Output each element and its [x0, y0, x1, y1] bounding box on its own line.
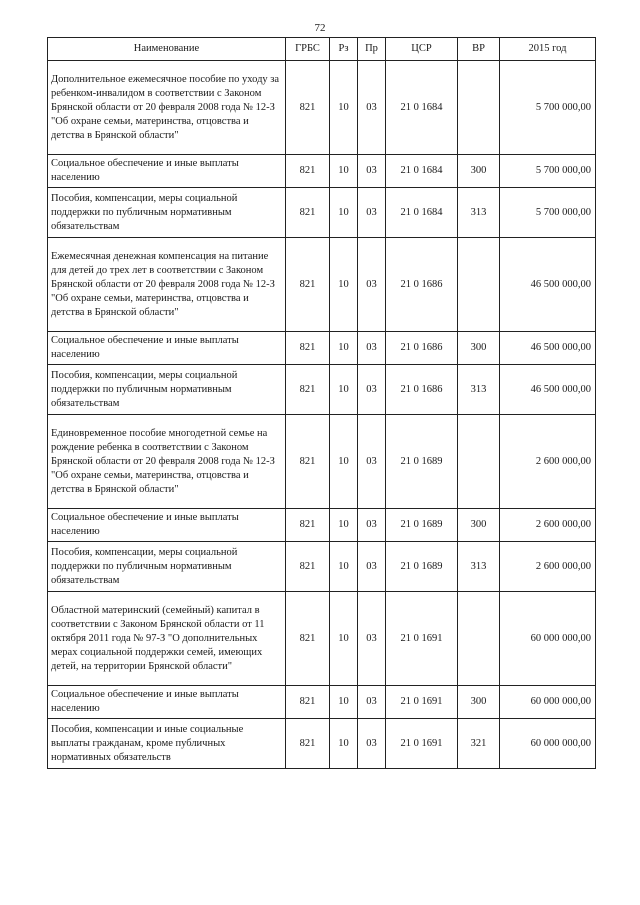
cell-rz: 10: [330, 719, 358, 769]
header-grbs: ГРБС: [286, 38, 330, 61]
cell-grbs: 821: [286, 188, 330, 238]
cell-amount: 5 700 000,00: [500, 155, 596, 188]
cell-grbs: 821: [286, 61, 330, 155]
cell-vr: [458, 592, 500, 686]
cell-amount: 5 700 000,00: [500, 61, 596, 155]
cell-vr: [458, 238, 500, 332]
cell-csr: 21 0 1691: [386, 592, 458, 686]
cell-pr: 03: [358, 238, 386, 332]
cell-pr: 03: [358, 542, 386, 592]
cell-pr: 03: [358, 61, 386, 155]
cell-amount: 5 700 000,00: [500, 188, 596, 238]
cell-amount: 2 600 000,00: [500, 415, 596, 509]
cell-name: Дополнительное ежемесячное пособие по уходу за ребенком-инвалидом в соответствии с Законом Брянской области от 20 февраля 2008 года № 12-З "Об охране семьи, материнства, отцовства и детства в Брянской области": [48, 61, 286, 155]
cell-grbs: 821: [286, 719, 330, 769]
cell-pr: 03: [358, 332, 386, 365]
cell-name: Пособия, компенсации, меры социальной поддержки по публичным нормативным обязательствам: [48, 542, 286, 592]
cell-grbs: 821: [286, 542, 330, 592]
cell-name: Пособия, компенсации, меры социальной поддержки по публичным нормативным обязательствам: [48, 365, 286, 415]
cell-vr: 300: [458, 509, 500, 542]
cell-grbs: 821: [286, 155, 330, 188]
table-row: [48, 542, 596, 592]
cell-vr: 300: [458, 155, 500, 188]
cell-csr: 21 0 1689: [386, 542, 458, 592]
cell-pr: 03: [358, 415, 386, 509]
cell-grbs: 821: [286, 509, 330, 542]
cell-csr: 21 0 1691: [386, 719, 458, 769]
header-rz: Рз: [330, 38, 358, 61]
cell-csr: 21 0 1686: [386, 238, 458, 332]
cell-pr: 03: [358, 365, 386, 415]
cell-name: Областной материнский (семейный) капитал в соответствии с Законом Брянской области от 11 октября 2011 года № 97-З "О дополнительных мерах социальной поддержки семей, имеющих детей, на территории Брянской области": [48, 592, 286, 686]
cell-name: Социальное обеспечение и иные выплаты населению: [48, 509, 286, 542]
cell-pr: 03: [358, 719, 386, 769]
cell-vr: 313: [458, 365, 500, 415]
table-row: [48, 238, 596, 332]
cell-rz: 10: [330, 365, 358, 415]
page-number: 72: [314, 22, 326, 34]
cell-grbs: 821: [286, 686, 330, 719]
budget-table: [47, 37, 596, 769]
cell-vr: 300: [458, 332, 500, 365]
header-year: 2015 год: [500, 38, 596, 61]
cell-rz: 10: [330, 238, 358, 332]
cell-rz: 10: [330, 686, 358, 719]
table-header-row: [48, 38, 596, 61]
cell-grbs: 821: [286, 592, 330, 686]
cell-csr: 21 0 1689: [386, 415, 458, 509]
cell-pr: 03: [358, 155, 386, 188]
cell-pr: 03: [358, 188, 386, 238]
cell-amount: 60 000 000,00: [500, 592, 596, 686]
cell-amount: 46 500 000,00: [500, 365, 596, 415]
cell-vr: [458, 61, 500, 155]
cell-name: Пособия, компенсации и иные социальные выплаты гражданам, кроме публичных нормативных обязательств: [48, 719, 286, 769]
cell-name: Пособия, компенсации, меры социальной поддержки по публичным нормативным обязательствам: [48, 188, 286, 238]
cell-amount: 2 600 000,00: [500, 542, 596, 592]
table-body: [48, 61, 596, 769]
table-row: [48, 155, 596, 188]
cell-csr: 21 0 1684: [386, 61, 458, 155]
cell-amount: 46 500 000,00: [500, 332, 596, 365]
cell-csr: 21 0 1686: [386, 332, 458, 365]
cell-rz: 10: [330, 509, 358, 542]
cell-amount: 60 000 000,00: [500, 686, 596, 719]
cell-amount: 46 500 000,00: [500, 238, 596, 332]
header-pr: Пр: [358, 38, 386, 61]
cell-name: Ежемесячная денежная компенсация на питание для детей до трех лет в соответствии с Законом Брянской области от 20 февраля 2008 года № 12-З "Об охране семьи, материнства, отцовства и детства в Брянской области": [48, 238, 286, 332]
cell-rz: 10: [330, 592, 358, 686]
table-row: [48, 686, 596, 719]
table-row: [48, 332, 596, 365]
cell-csr: 21 0 1691: [386, 686, 458, 719]
cell-name: Социальное обеспечение и иные выплаты населению: [48, 332, 286, 365]
cell-name: Социальное обеспечение и иные выплаты населению: [48, 155, 286, 188]
cell-rz: 10: [330, 332, 358, 365]
cell-grbs: 821: [286, 238, 330, 332]
table-row: [48, 61, 596, 155]
cell-csr: 21 0 1689: [386, 509, 458, 542]
cell-rz: 10: [330, 188, 358, 238]
cell-pr: 03: [358, 686, 386, 719]
table-row: [48, 509, 596, 542]
cell-rz: 10: [330, 155, 358, 188]
header-csr: ЦСР: [386, 38, 458, 61]
cell-vr: 300: [458, 686, 500, 719]
cell-grbs: 821: [286, 365, 330, 415]
cell-grbs: 821: [286, 332, 330, 365]
cell-grbs: 821: [286, 415, 330, 509]
table-row: [48, 415, 596, 509]
cell-pr: 03: [358, 509, 386, 542]
cell-csr: 21 0 1686: [386, 365, 458, 415]
cell-amount: 60 000 000,00: [500, 719, 596, 769]
cell-name: Единовременное пособие многодетной семье на рождение ребенка в соответствии с Законом Брянской области от 20 февраля 2008 года № 12-З "Об охране семьи, материнства, отцовства и детства в Брянской области": [48, 415, 286, 509]
header-vr: ВР: [458, 38, 500, 61]
cell-vr: 313: [458, 188, 500, 238]
cell-rz: 10: [330, 61, 358, 155]
cell-vr: [458, 415, 500, 509]
cell-csr: 21 0 1684: [386, 155, 458, 188]
cell-name: Социальное обеспечение и иные выплаты населению: [48, 686, 286, 719]
header-name: Наименование: [48, 38, 286, 61]
table-row: [48, 592, 596, 686]
table-row: [48, 719, 596, 769]
cell-csr: 21 0 1684: [386, 188, 458, 238]
cell-amount: 2 600 000,00: [500, 509, 596, 542]
cell-vr: 313: [458, 542, 500, 592]
table-row: [48, 188, 596, 238]
table-row: [48, 365, 596, 415]
cell-pr: 03: [358, 592, 386, 686]
cell-rz: 10: [330, 415, 358, 509]
cell-vr: 321: [458, 719, 500, 769]
cell-rz: 10: [330, 542, 358, 592]
